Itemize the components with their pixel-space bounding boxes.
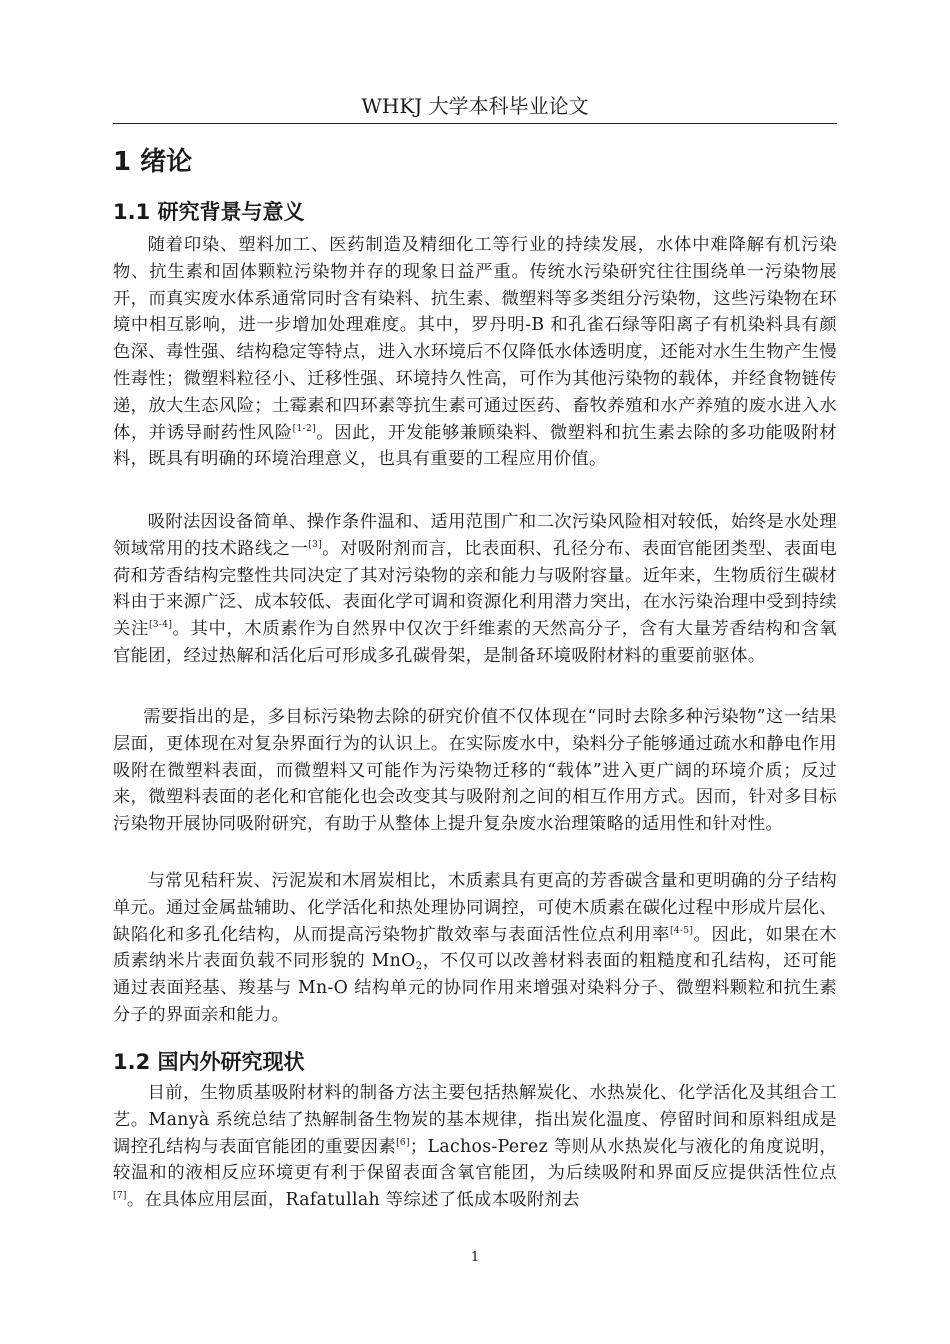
citation: [6] xyxy=(396,1137,410,1148)
section-title-1-1: 1.1 研究背景与意义 xyxy=(113,200,305,224)
paragraph-text: ；Lachos-Perez 等则从水热炭化与液化的角度说明，较温和的液相反应环境更有利于保留表面含氧官能团，为后续吸附和界面反应提供活性位点 xyxy=(113,1136,837,1184)
citation: [4-5] xyxy=(669,925,694,936)
citation: [7] xyxy=(113,1191,127,1202)
paragraph-text: 需要指出的是，多目标污染物去除的研究价值不仅体现在“同时去除多种污染物”这一结果层面，更体现在对复杂界面行为的认识上。在实际废水中，染料分子能够通过疏水和静电作用吸附在微塑料表面，而微塑料又可能作为污染物迁移的“载体”进入更广阔的环境介质；反过来，微塑料表面的老化和官能化也会改变其与吸附剂之间的相互作用方式。因而，针对多目标污染物开展协同吸附研究，有助于从整体上提升复杂废水治理策略的适用性和针对性。 xyxy=(113,707,837,835)
paragraph-text: 吸附法因设备简单、操作条件温和、适用范围广和二次污染风险相对较低，始终是水处理领域常用的技术路线之一 xyxy=(113,512,837,559)
paragraph-text: 目前，生物质基吸附材料的制备方法主要包括热解炭化、水热炭化、化学活化及其组合工艺。Manyà 系统总结了热解制备生物炭的基本规律，指出炭化温度、停留时间和原料组成是调控孔结构与表面官能团的重要因素 xyxy=(113,1083,837,1157)
running-header: WHKJ 大学本科毕业论文 xyxy=(361,94,589,118)
paragraph-text: ，不仅可以改善材料表面的粗糙度和孔结构，还可能通过表面羟基、羧基与 Mn-O 结构单元的协同作用来增强对染料分子、微塑料颗粒和抗生素分子的界面亲和能力。 xyxy=(113,951,837,1025)
paragraph-text: 。因此，开发能够兼顾染料、微塑料和抗生素去除的多功能吸附材料，既具有明确的环境治理意义，也具有重要的工程应用价值。 xyxy=(113,422,837,470)
paragraph-research-status-1 xyxy=(113,1080,837,1214)
paragraph-text: 。其中，木质素作为自然界中仅次于纤维素的天然高分子，含有大量芳香结构和含氧官能团，经过热解和活化后可形成多孔碳骨架，是制备环境吸附材料的重要前驱体。 xyxy=(113,619,837,666)
paragraph-background-3 xyxy=(113,704,837,838)
citation: [3] xyxy=(308,539,323,550)
paragraph-text: 与常见秸秆炭、污泥炭和木屑炭相比，木质素具有更高的芳香碳含量和更明确的分子结构单元。通过金属盐辅助、化学活化和热处理协同调控，可使木质素在碳化过程中形成片层化、缺陷化和多孔化结构，从而提高污染物扩散效率与表面活性位点利用率 xyxy=(113,871,837,945)
chapter-title: 1 绪论 xyxy=(113,147,193,177)
paragraph-text: 。因此，如果在木质素纳米片表面负载不同形貌的 MnO xyxy=(113,924,837,972)
paragraph-text: 。在具体应用层面，Rafatullah 等综述了低成本吸附剂去 xyxy=(126,1190,580,1211)
citation: [3-4] xyxy=(148,620,173,631)
subscript: 2 xyxy=(415,961,423,973)
paragraph-background-2 xyxy=(113,509,837,670)
section-title-1-2: 1.2 国内外研究现状 xyxy=(113,1050,305,1074)
paragraph-background-4 xyxy=(113,868,837,1029)
header-rule xyxy=(113,123,837,124)
page-number: 1 xyxy=(470,1250,480,1265)
paragraph-text: 随着印染、塑料加工、医药制造及精细化工等行业的持续发展，水体中难降解有机污染物、抗生素和固体颗粒污染物并存的现象日益严重。传统水污染研究往往围绕单一污染物展开，而真实废水体系通常同时含有染料、抗生素、微塑料等多类组分污染物，这些污染物在环境中相互影响，进一步增加处理难度。其中，罗丹明-B 和孔雀石绿等阳离子有机染料具有颜色深、毒性强、结构稳定等特点，进入水环境后不仅降低水体透明度，还能对水生生物产生慢性毒性；微塑料粒径小、迁移性强、环境持久性高，可作为其他污染物的载体，并经食物链传递，放大生态风险；土霉素和四环素等抗生素可通过医药、畜牧养殖和水产养殖的废水进入水体，并诱导耐药性风险 xyxy=(113,235,837,443)
paragraph-text: 。对吸附剂而言，比表面积、孔径分布、表面官能团类型、表面电荷和芳香结构完整性共同决定了其对污染物的亲和能力与吸附容量。近年来，生物质衍生碳材料由于来源广泛、成本较低、表面化学可调和资源化利用潜力突出，在水污染治理中受到持续关注 xyxy=(113,538,838,640)
citation: [1-2] xyxy=(292,423,316,434)
paragraph-background-1 xyxy=(113,232,837,473)
